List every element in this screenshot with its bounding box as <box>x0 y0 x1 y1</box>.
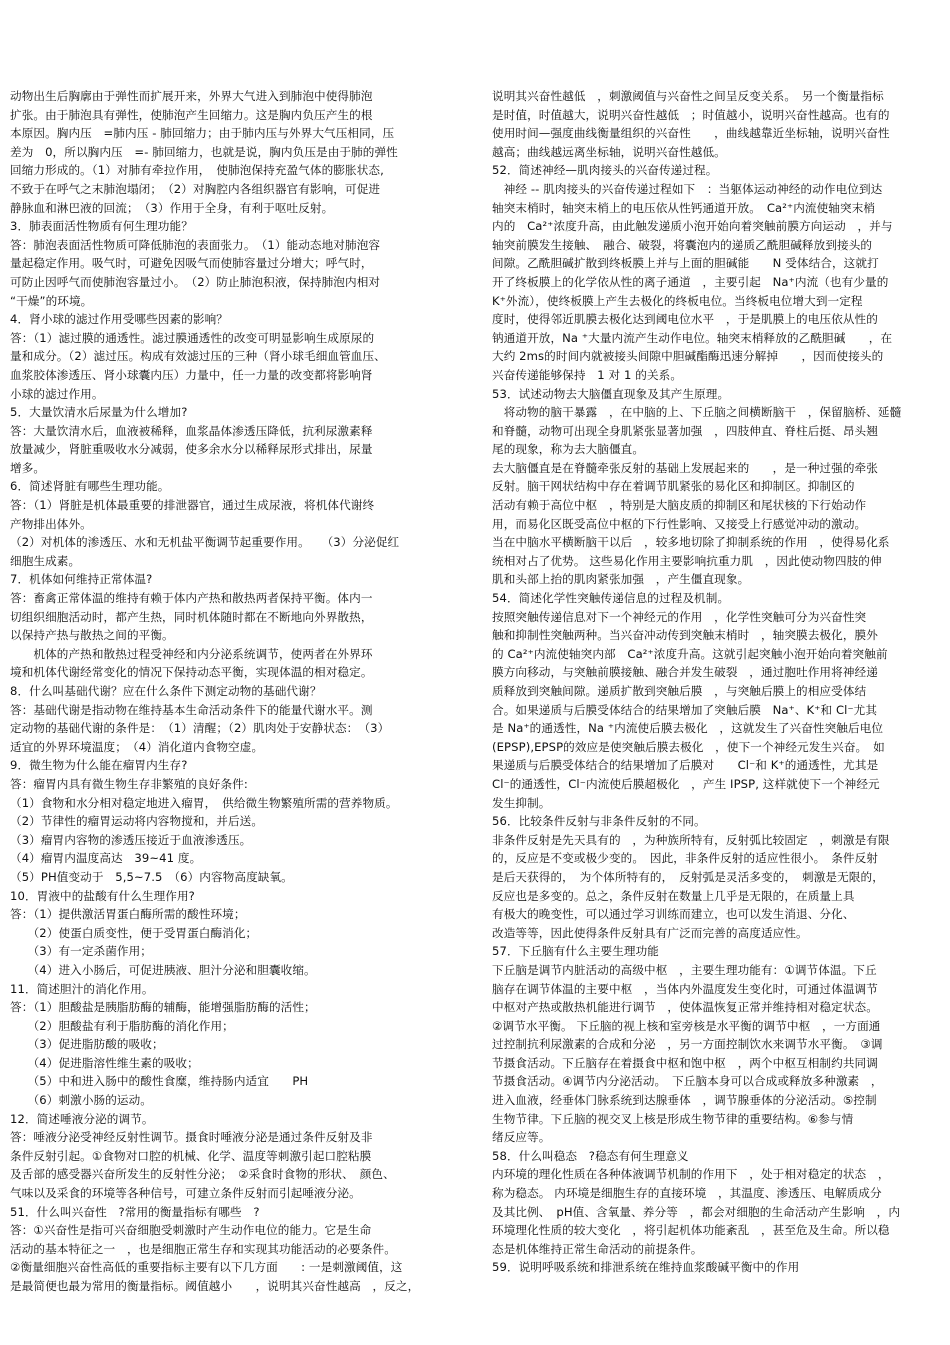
text-line: 当在中脑水平横断脑干以后 ，较多地切除了抑制系统的作用 ，使得易化系 <box>492 535 890 550</box>
text-line: 5．大量饮清水后尿量为什么增加? <box>10 405 188 420</box>
text-line: （2）胆酸盐有利于脂肪酶的消化作用； <box>10 1018 234 1033</box>
text-line: ②衡量细胞兴奋性高低的重要指标主要有以下几方面 : 一是刺激阈值，这 <box>10 1260 403 1275</box>
text-line: （1）食物和水分相对稳定地进入瘤胃， 供给微生物繁殖所需的营养物质。 <box>10 795 398 810</box>
text-line: 质释放到突触间隙。递质扩散到突触后膜 ，与突触后膜上的相应受体结 <box>492 684 867 698</box>
text-line: 节摄食活动。下丘脑存在着摄食中枢和饱中枢 ，两个中枢互相制约共同调 <box>492 1055 878 1070</box>
text-line: 改造等等，因此使得条件反射具有广泛而完善的高度适应性。 <box>492 925 808 940</box>
text-line: 答：（1）胆酸盐是胰脂肪酶的辅酶，能增强脂肪酶的活性； <box>10 1000 316 1015</box>
text-line: 8．什么叫基础代谢？应在什么条件下测定动物的基础代谢？ <box>10 684 322 698</box>
text-line: 11．简述胆汁的消化作用。 <box>10 981 154 996</box>
text-line: 答：①兴奋性是指可兴奋细胞受刺激时产生动作电位的能力。它是生命 <box>10 1223 372 1238</box>
text-line: 果递质与后膜受体结合的结果增加了后膜对 Cl⁻和 K⁺的通透性，尤其是 <box>492 758 879 773</box>
text-line: 开了终板膜上的化学依从性的离子通道 ，主要引起 Na⁺内流（也有少量的 <box>492 274 889 289</box>
text-line: 59．说明呼吸系统和排泄系统在维持血浆酸碱平衡中的作用 <box>492 1260 800 1275</box>
text-line: 触和抑制性突触两种。当兴奋冲动传到突触末梢时 ，轴突膜去极化，膜外 <box>492 628 878 643</box>
text-line: 的，反应是不变或极少变的。 因此，非条件反射的适应性很小。 条件反射 <box>492 851 878 866</box>
text-line: 58．什么叫稳态 ?稳态有何生理意义 <box>492 1148 689 1163</box>
text-line: 机体的产热和散热过程受神经和内分泌系统调节，使两者在外界环 <box>10 646 373 661</box>
text-line: 说明其兴奋性越低 ，刺激阈值与兴奋性之间呈反变关系。 另一个衡量指标 <box>492 89 884 103</box>
text-line: 答：畜禽正常体温的维持有赖于体内产热和散热两者保持平衡。体内一 <box>10 591 373 606</box>
text-line: 动物出生后胸廓由于弹性而扩展开来，外界大气进入到肺泡中使得肺泡 <box>10 89 373 103</box>
text-line: （2）使蛋白质变性，便于受胃蛋白酶消化； <box>10 925 258 940</box>
text-line: （5）中和进入肠中的酸性食糜，维持肠内适宜 PH <box>10 1074 309 1089</box>
text-line: 静脉血和淋巴液的回流； （3）作用于全身，有利于呕吐反射。 <box>10 200 334 215</box>
text-line: 反射。脑干网状结构中存在着调节肌紧张的易化区和抑制区。抑制区的 <box>492 479 855 494</box>
text-line: 按照突触传递信息对下一个神经元的作用 ，化学性突触可分为兴奋性突 <box>492 609 867 624</box>
text-line: 合。如果递质与后膜受体结合的结果增加了突触后膜 Na⁺、K⁺和 Cl⁻尤其 <box>492 702 878 717</box>
text-line: 轴突末梢时，轴突末梢上的电压依从性钙通道开放。 Ca²⁺内流使轴突末梢 <box>492 200 876 215</box>
text-line: （4）进入小肠后，可促进胰液、胆汁分泌和胆囊收缩。 <box>10 962 316 977</box>
text-line: 51．什么叫兴奋性 ?常用的衡量指标有哪些 ? <box>10 1204 260 1219</box>
text-line: 答：唾液分泌受神经反射性调节。摄食时唾液分泌是通过条件反射及非 <box>10 1130 373 1145</box>
text-line: （3）有一定杀菌作用； <box>10 944 153 959</box>
text-line: 放量减少，肾脏重吸收水分减弱，使多余水分以稀释尿形式排出，尿量 <box>10 442 373 457</box>
text-line: 活动的基本特征之一 ，也是细胞正常生存和实现其功能活动的必要条件。 <box>10 1241 396 1256</box>
text-line: 是最简便也最为常用的衡量指标。阈值越小 ，说明其兴奋性越高 ，反之， <box>10 1279 420 1293</box>
text-line: （4）瘤胃内温度高达 39~41 度。 <box>10 851 202 866</box>
text-line: 9．微生物为什么能在瘤胃内生存? <box>10 758 188 773</box>
text-line: 是 Na⁺的通透性，Na ⁺内流使后膜去极化 ，这就发生了兴奋性突触后电位 <box>492 721 884 736</box>
text-line: 可防止因呼气而使肺泡容量过小。 （2）防止肺泡积液，保持肺泡内相对 <box>10 274 381 289</box>
text-line: 答：（1）提供激活胃蛋白酶所需的酸性环境； <box>10 907 246 922</box>
text-line: 和脊髓，动物可出现全身肌紧张显著加强 ，四肢伸直、脊柱后挺、昂头翘 <box>492 423 878 438</box>
text-line: 反应也是多变的。总之，条件反射在数量上几乎是无限的，在质量上具 <box>492 888 855 903</box>
text-line: （2）节律性的瘤胃运动将内容物搅和，并后送。 <box>10 814 264 829</box>
text-line: 膜方向移动，与突触前膜接触、融合并发生破裂 ，通过胞吐作用将神经递 <box>492 665 878 680</box>
text-line: 活动有赖于高位中枢 ，特别是大脑皮质的抑制区和尾状核的下行始动作 <box>492 498 867 513</box>
text-line: 将动物的脑干暴露 ，在中脑的上、下丘脑之间横断脑干 ，保留脑桥、延髓 <box>492 405 902 420</box>
text-line: 不致于在呼气之末肺泡塌闭； （2）对胸腔内各组织器官有影响，可促进 <box>10 181 381 196</box>
text-line: 小球的滤过作用。 <box>10 386 104 401</box>
text-line: 气味以及采食的环境等各种信号，可建立条件反射而引起唾液分泌。 <box>10 1186 361 1201</box>
text-line: 用，而易化区既受高位中枢的下行性影响、又接受上行感觉冲动的激动。 <box>492 516 867 531</box>
text-line: 6．简述肾脏有哪些生理功能。 <box>10 479 170 494</box>
text-line: 内的 Ca²⁺浓度升高，由此触发递质小泡开始向着突触前膜方向运动 ，并与 <box>492 219 893 234</box>
text-line: 3．肺表面活性物质有何生理功能？ <box>10 219 193 234</box>
text-line: 7．机体如何维持正常体温? <box>10 572 153 587</box>
text-line: （3）瘤胃内容物的渗透压接近于血液渗透压。 <box>10 832 252 847</box>
text-line: 扩张。由于肺泡具有弹性，使肺泡产生回缩力。这是胸内负压产生的根 <box>10 107 373 122</box>
text-line: 答：肺泡表面活性物质可降低肺泡的表面张力。 （1）能动态地对肺泡容 <box>10 237 381 252</box>
text-line: 定动物的基础代谢的条件是： （1）清醒；（2）肌肉处于安静状态： （3） <box>10 721 390 736</box>
text-line: （3）促进脂肪酸的吸收； <box>10 1037 164 1052</box>
text-line: 去大脑僵直是在脊髓牵张反射的基础上发展起来的 ，是一种过强的牵张 <box>492 460 878 475</box>
text-line: 切组织细胞活动时，都产生热，同时机体随时都在不断地向外界散热， <box>10 609 373 624</box>
text-line: 52．简述神经—肌肉接头的兴奋传递过程。 <box>492 163 718 178</box>
text-line: 答：瘤胃内具有微生物生存非繁殖的良好条件: <box>10 776 248 791</box>
text-line: 统相对占了优势。 这些易化作用主要影响抗重力肌 ，因此使动物四肢的伸 <box>492 553 882 568</box>
text-line: 增多。 <box>10 460 46 475</box>
text-line: 适宜的外界环境温度； （4）消化道内食物空虚。 <box>10 739 264 754</box>
text-line: 称为稳态。 内环境是细胞生存的直接环境 ，其温度、渗透压、电解质成分 <box>492 1186 882 1201</box>
text-line: 越高；曲线越远离坐标轴，说明兴奋性越低。 <box>492 144 726 159</box>
text-line: 神经 -- 肌肉接头的兴奋传递过程如下 ：当躯体运动神经的动作电位到达 <box>492 181 883 196</box>
text-line: 本原因。胸内压 =肺内压 - 肺回缩力；由于肺内压与外界大气压相同，压 <box>10 126 395 141</box>
text-line: 钠通道开放，Na ⁺大量内流产生动作电位。轴突末梢释放的乙酰胆碱 ，在 <box>492 330 893 345</box>
text-line: （6）刺激小肠的运动。 <box>10 1093 153 1108</box>
text-line: 是后天获得的， 为个体所特有的， 反射弧是灵活多变的， 刺激是无限的， <box>492 869 884 884</box>
text-line: 过控制抗利尿激素的合成和分泌 ，另一方面控制饮水来调节水平衡。 ③调 <box>492 1037 883 1052</box>
text-line: 10．胃液中的盐酸有什么生理作用? <box>10 888 195 903</box>
text-line: 发生抑制。 <box>492 795 551 810</box>
text-line: 答：大量饮清水后，血液被稀释，血浆晶体渗透压降低，抗利尿激素释 <box>10 423 373 438</box>
text-line: 12．简述唾液分泌的调节。 <box>10 1111 154 1126</box>
text-line: 境和机体代谢经常变化的情况下保持动态平衡，实现体温的相对稳定。 <box>10 665 373 680</box>
text-line: 以保持产热与散热之间的平衡。 <box>10 628 174 643</box>
text-line: 回缩力形成的。（1）对肺有牵拉作用， 使肺泡保持充盈气体的膨胀状态, <box>10 163 384 178</box>
text-line: (EPSP),EPSP的效应是使突触后膜去极化 ，使下一个神经元发生兴奋。 如 <box>492 739 885 754</box>
text-line: 度时，使得邻近肌膜去极化达到阈电位水平 ，于是肌膜上的电压依从性的 <box>492 312 878 327</box>
text-line: 53．试述动物去大脑僵直现象及其产生原理。 <box>492 386 730 401</box>
text-line: 是时值，时值越大，说明兴奋性越低 ；时值越小，说明兴奋性越高。也有的 <box>492 107 890 122</box>
text-line: （2）对机体的渗透压、水和无机盐平衡调节起重要作用。 （3）分泌促红 <box>10 535 400 550</box>
text-line: 肌和头部上抬的肌肉紧张加强 ，产生僵直现象。 <box>492 572 750 587</box>
text-line: 的 Ca²⁺内流使轴突内部 Ca²⁺浓度升高。这就引起突触小泡开始向着突触前 <box>492 646 888 661</box>
text-line: 及舌部的感受器兴奋所发生的反射性分泌； ②采食时食物的形状、 颜色、 <box>10 1167 395 1182</box>
text-line: 量和成分。（2）滤过压。构成有效滤过压的三种（肾小球毛细血管血压、 <box>10 349 386 364</box>
text-line: 答：（1）肾脏是机体最重要的排泄器官，通过生成尿液，将机体代谢终 <box>10 498 375 513</box>
text-line: 答：基础代谢是指动物在维持基本生命活动条件下的能量代谢水平。测 <box>10 702 373 717</box>
right-text-column <box>492 87 940 1277</box>
text-line: 量起稳定作用。吸气时，可避免因吸气而使肺容量过分增大；呼气时， <box>10 256 373 271</box>
text-line: “干燥”的环境。 <box>10 293 93 308</box>
text-line: 差为 0，所以胸内压 =- 肺回缩力，也就是说，胸内负压是由于肺的弹性 <box>10 144 398 159</box>
text-line: 答：（1）滤过膜的通透性。滤过膜通透性的改变可明显影响生成原尿的 <box>10 330 375 345</box>
text-line: 脑存在调节体温的主要中枢 ，当体内外温度发生变化时，可通过体温调节 <box>492 981 878 996</box>
text-line: 进入血液，经垂体门脉系统到达腺垂体 ，调节腺垂体的分泌活动。⑤控制 <box>492 1093 877 1108</box>
text-line: 56．比较条件反射与非条件反射的不同。 <box>492 814 706 829</box>
text-line: 条件反射引起。①食物对口腔的机械、化学、温度等刺激引起口腔粘膜 <box>10 1148 372 1163</box>
text-line: 及其比例、 pH值、含氧量、养分等 ，都会对细胞的生命活动产生影响 ，内 <box>492 1204 901 1219</box>
text-line: 内环境的理化性质在各种体液调节机制的作用下 ，处于相对稳定的状态 ， <box>492 1167 890 1182</box>
text-line: 非条件反射是先天具有的 ，为种族所特有，反射弧比较固定 ，刺激是有限 <box>492 832 890 847</box>
text-line: ②调节水平衡。 下丘脑的视上核和室旁核是水平衡的调节中枢 ，一方面通 <box>492 1018 881 1033</box>
text-line: 中枢对产热或散热机能进行调节 ，使体温恢复正常并维持相对稳定状态。 <box>492 1000 878 1015</box>
left-text-column <box>10 87 452 1296</box>
text-line: 绪反应等。 <box>492 1130 551 1145</box>
text-line: 生物节律。下丘脑的视交叉上核是形成生物节律的重要结构。⑥参与情 <box>492 1111 854 1126</box>
text-line: 有极大的晚变性，可以通过学习训练而建立，也可以发生消退、分化、 <box>492 907 855 922</box>
text-line: 尾的现象，称为去大脑僵直。 <box>492 442 645 457</box>
text-line: 节摄食活动。④调节内分泌活动。 下丘脑本身可以合成或释放多种激素 ， <box>492 1074 883 1089</box>
text-line: K⁺外流），使终板膜上产生去极化的终板电位。当终板电位增大到一定程 <box>492 293 863 308</box>
text-line: 血浆胶体渗透压、肾小球囊内压）力量中，任一力量的改变都将影响肾 <box>10 367 373 382</box>
text-line: 轴突前膜发生接触、 融合、破裂，将囊泡内的递质乙酰胆碱释放到接头的 <box>492 237 873 252</box>
text-line: 兴奋传递能够保持 1 对 1 的关系。 <box>492 367 683 382</box>
text-line: 产物排出体外。 <box>10 516 92 531</box>
text-line: 间隙。乙酰胆碱扩散到终板膜上并与上面的胆碱能 N 受体结合，这就打 <box>492 256 879 271</box>
text-line: 54．简述化学性突触传递信息的过程及机制。 <box>492 591 730 606</box>
text-line: （5）PH值变动于 5,5~7.5 （6）内容物高度缺氧。 <box>10 869 293 884</box>
text-line: 态是机体维持正常生命活动的前提条件。 <box>492 1241 703 1256</box>
text-line: Cl⁻的通透性，Cl⁻内流使后膜超极化 ，产生 IPSP, 这样就使下一个神经元 <box>492 776 880 791</box>
text-line: 4．肾小球的滤过作用受哪些因素的影响？ <box>10 312 228 327</box>
text-line: 57．下丘脑有什么主要生理功能 <box>492 944 659 959</box>
text-line: 下丘脑是调节内脏活动的高级中枢 ，主要生理功能有：①调节体温。下丘 <box>492 962 877 977</box>
text-line: 环境理化性质的较大变化 ，将引起机体功能紊乱 ，甚至危及生命。所以稳 <box>492 1223 890 1238</box>
text-line: （4）促进脂溶性维生素的吸收； <box>10 1055 199 1070</box>
text-line: 使用时间—强度曲线衡量组织的兴奋性 ，曲线越靠近坐标轴，说明兴奋性 <box>492 126 890 141</box>
text-line: 大约 2ms的时间内就被接头间隙中胆碱酯酶迅速分解掉 ，因而使接头的 <box>492 349 884 364</box>
text-line: 细胞生成素。 <box>10 553 81 568</box>
